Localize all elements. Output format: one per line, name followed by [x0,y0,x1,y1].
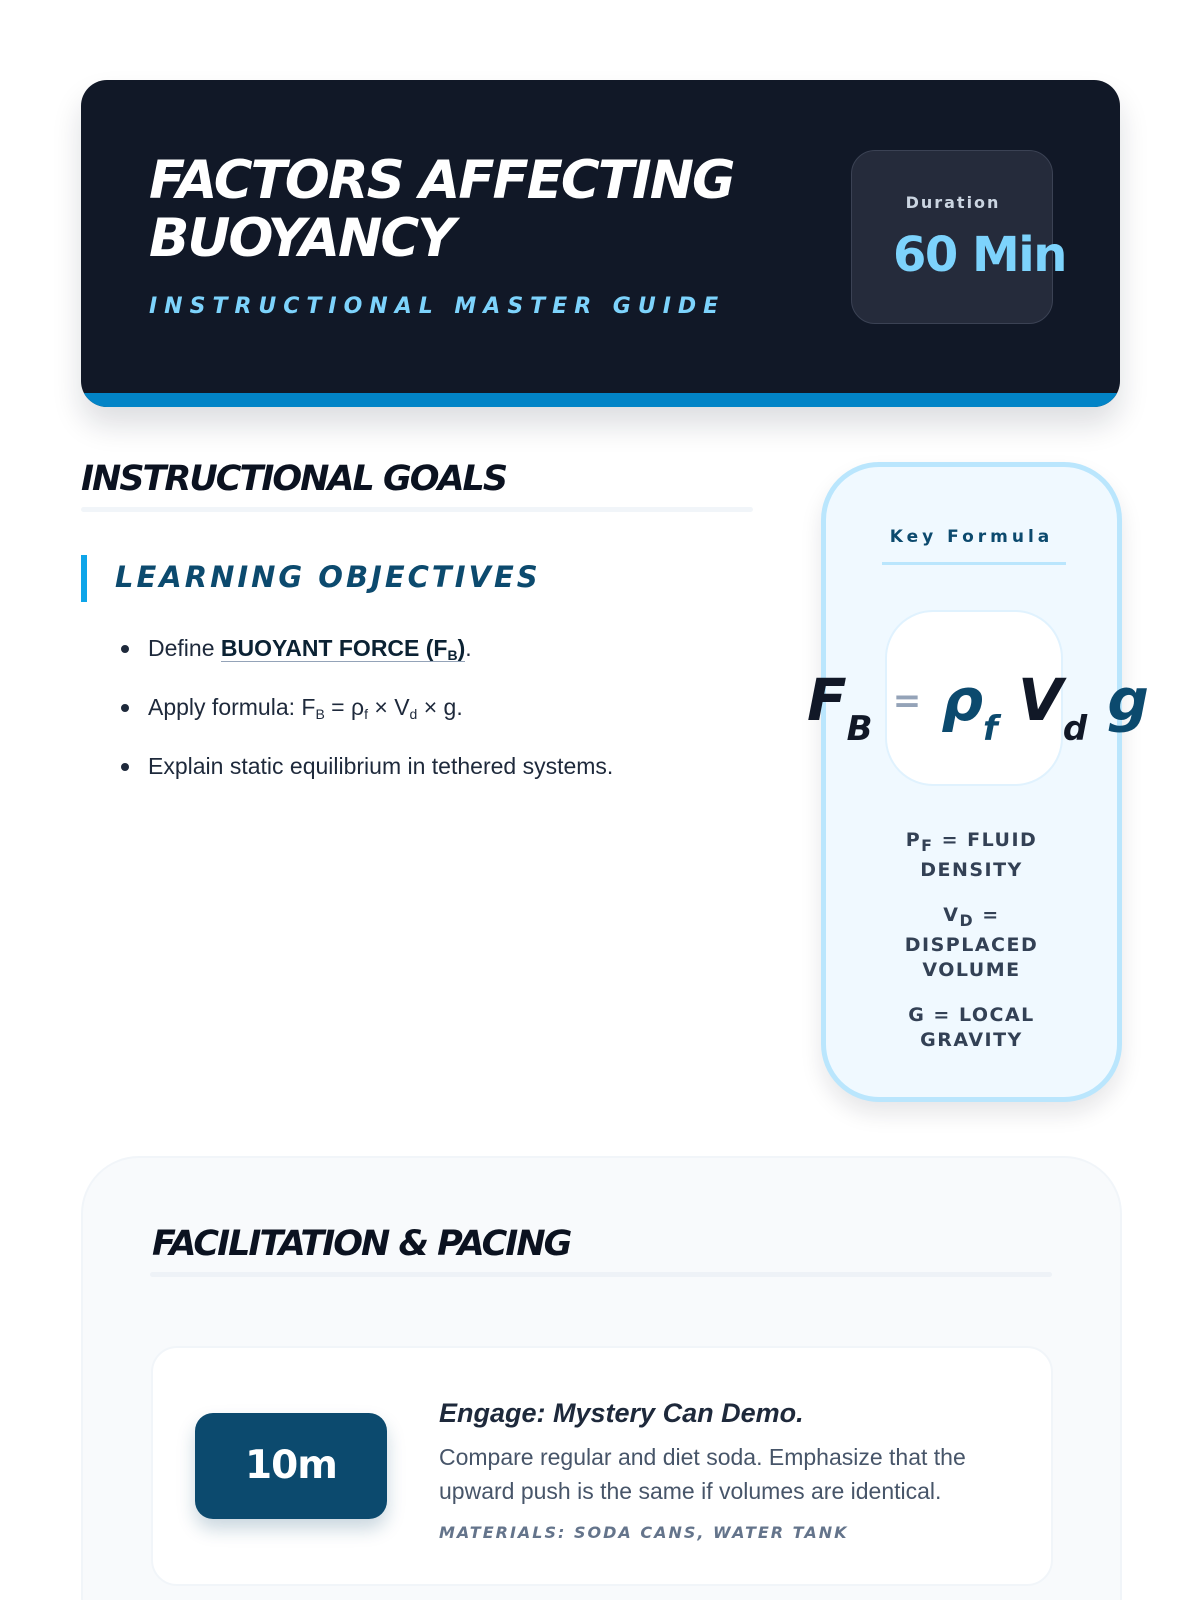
key-formula-equation [807,655,1147,755]
objective-text: × V [367,694,410,720]
subscript: d [409,706,418,722]
objective-suffix: . [465,635,472,661]
legend-var: Ρ [905,829,922,851]
formula-divider [882,562,1066,565]
formula-card [821,462,1122,1102]
subscript: B [315,706,325,722]
formula-rho-sub: f [982,709,998,749]
legend-item-density [897,828,1047,883]
header-card [81,80,1120,407]
legend-text: G = LOCAL GRAVITY [908,1003,1035,1051]
step-materials: MATERIALS: SODA CANS, WATER TANK [439,1523,849,1542]
step-title: Engage: Mystery Can Demo. [439,1398,804,1428]
objectives-accent-bar [81,555,87,602]
objective-text: Explain static equilibrium in tethered systems. [148,753,614,779]
objective-text: Apply formula: F [148,694,316,720]
term-subscript: B [447,647,458,663]
legend-var-sub: F [921,835,934,855]
objective-item [118,626,613,685]
formula-label: Key Formula [889,527,1054,547]
pacing-step-card [151,1346,1053,1586]
duration-badge [851,150,1066,324]
formula-lhs-sub: B [846,709,873,749]
goals-divider [81,507,753,512]
legend-var-sub: D [959,910,975,930]
term-text: BUOYANT FORCE (F [220,635,448,661]
term-text-end: ) [457,635,466,661]
facilitation-heading: FACILITATION & PACING [152,1224,571,1264]
formula-v: V [1017,666,1063,734]
step-time-badge: 10m [195,1413,387,1519]
objective-text: Define [148,635,221,661]
duration-label: Duration [905,193,1001,212]
step-description: Compare regular and diet soda. Emphasize that the upward push is the same if volumes are identical. [439,1444,966,1504]
header-accent-bar [81,393,1120,407]
page-subtitle: INSTRUCTIONAL MASTER GUIDE [149,294,726,319]
formula-g: g [1107,666,1149,734]
formula-legend [826,828,1117,1073]
legend-item-gravity [897,1003,1047,1053]
legend-item-volume [897,903,1047,983]
duration-value: 60 Min [893,227,1066,283]
objectives-heading: LEARNING OBJECTIVES [115,560,541,594]
formula-v-sub: d [1062,709,1088,749]
facilitation-divider [150,1272,1052,1277]
formula-equals: = [892,681,922,721]
objective-item [118,685,613,744]
objective-text: × g. [417,694,463,720]
subscript: f [364,706,368,722]
goals-heading: INSTRUCTIONAL GOALS [81,459,507,499]
buoyant-force-term [221,635,465,662]
objective-text: = ρ [324,694,365,720]
page-title: FACTORS AFFECTING BUOYANCY [149,150,734,269]
objectives-list [118,626,613,803]
formula-rho: ρ [941,666,983,734]
formula-lhs: F [807,666,847,734]
legend-text: = DISPLACED VOLUME [904,903,1039,981]
legend-text: = FLUID DENSITY [920,829,1038,881]
objective-item [118,744,613,803]
legend-var: V [943,903,960,926]
